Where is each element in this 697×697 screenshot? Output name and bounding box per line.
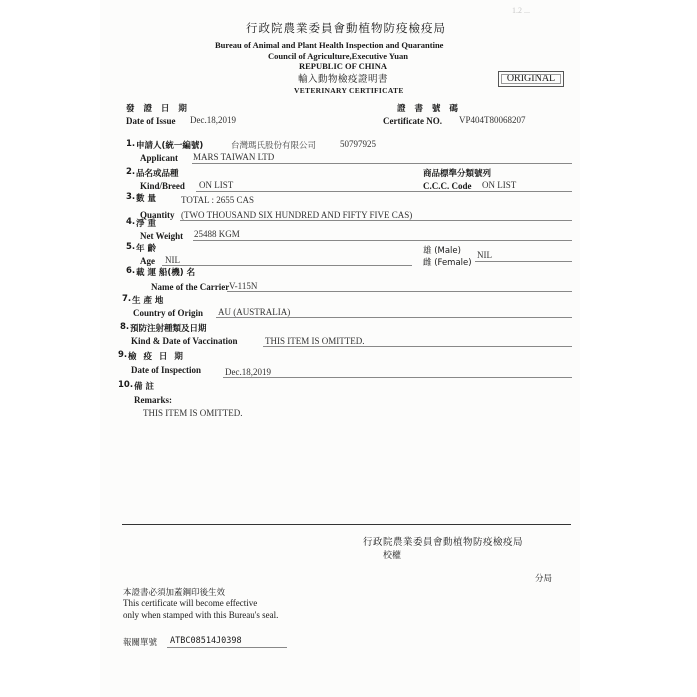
- net-weight-value: 25488 KGM: [194, 229, 240, 239]
- field-number-9: 9.: [118, 350, 128, 360]
- vaccination-value: THIS ITEM IS OMITTED.: [265, 336, 365, 346]
- inspection-value: Dec.18,2019: [225, 367, 271, 377]
- date-of-issue-value: Dec.18,2019: [190, 115, 236, 125]
- kind-value: ON LIST: [199, 180, 234, 190]
- vaccination-label: Kind & Date of Vaccination: [131, 336, 238, 346]
- age-value: NIL: [165, 255, 180, 265]
- field-number-8: 8.: [120, 322, 130, 332]
- certificate-title-zh: 輸入動物檢疫證明書: [298, 74, 389, 85]
- ccc-code-label-zh: 商品標準分類號列: [423, 169, 492, 179]
- field-number-5: 5.: [126, 242, 136, 252]
- male-label: 雄 (Male): [423, 246, 461, 256]
- footer-authority: 校權: [383, 551, 402, 561]
- origin-label: Country of Origin: [133, 308, 204, 318]
- inspection-label-zh: 檢 疫 日 期: [128, 352, 185, 362]
- applicant-value: MARS TAIWAN LTD: [193, 152, 275, 162]
- vaccination-underline: [263, 346, 572, 347]
- field-number-10: 10.: [118, 380, 134, 390]
- applicant-label: Applicant: [140, 153, 179, 163]
- remarks-label-zh: 備 註: [134, 382, 154, 392]
- certificate-no-label-zh: 證 書 號 碼: [397, 104, 461, 114]
- customs-number-label: 報關單號: [123, 638, 158, 648]
- quantity-label: Quantity: [140, 210, 175, 220]
- quantity-label-zh: 數 量: [136, 194, 156, 204]
- quantity-words-value: (TWO THOUSAND SIX HUNDRED AND FIFTY FIVE CAS): [181, 210, 413, 220]
- origin-underline: [216, 317, 572, 318]
- origin-value: AU (AUSTRALIA): [218, 307, 291, 317]
- bureau-title-zh: 行政院農業委員會動植物防疫檢疫局: [246, 21, 446, 35]
- kind-label-zh: 品名或品種: [136, 169, 179, 179]
- weight-label-zh: 淨 重: [136, 219, 156, 229]
- net-weight-underline: [193, 240, 572, 241]
- applicant-underline: [192, 163, 572, 164]
- country-name: REPUBLIC OF CHINA: [299, 61, 387, 71]
- seal-note-en-1: This certificate will become effective: [123, 598, 258, 608]
- kind-label: Kind/Breed: [140, 181, 185, 191]
- ccc-code-label: C.C.C. Code: [423, 181, 472, 191]
- quantity-total-value: TOTAL : 2655 CAS: [181, 195, 255, 205]
- remarks-label: Remarks:: [134, 395, 172, 405]
- age-underline: [162, 265, 412, 266]
- applicant-value-zh: 台灣瑪氏股份有限公司: [231, 141, 317, 151]
- certificate-no-value: VP404T80068207: [459, 115, 526, 125]
- carrier-value: V-115N: [229, 281, 258, 291]
- signature-rule: [122, 524, 571, 525]
- carrier-underline: [227, 291, 572, 292]
- original-stamp: ORIGINAL: [498, 71, 564, 87]
- net-weight-label: Net Weight: [140, 231, 184, 241]
- vaccination-label-zh: 預防注射種類及日期: [130, 324, 207, 334]
- field-number-6: 6.: [126, 266, 136, 276]
- inspection-underline: [223, 377, 572, 378]
- age-label-zh: 年 齡: [136, 244, 156, 254]
- remarks-value: THIS ITEM IS OMITTED.: [143, 408, 243, 418]
- customs-number-value: ATBC08514J0398: [170, 636, 242, 646]
- applicant-label-zh: 申請人(統一編號): [136, 141, 204, 151]
- sex-underline: [475, 261, 572, 262]
- quantity-underline: [180, 220, 572, 221]
- applicant-id-value: 50797925: [340, 139, 376, 149]
- footer-bureau-zh: 行政院農業委員會動植物防疫檢疫局: [363, 537, 524, 548]
- kind-underline: [196, 191, 572, 192]
- date-of-issue-label: Date of Issue: [126, 116, 176, 126]
- inspection-label: Date of Inspection: [131, 365, 201, 375]
- age-label: Age: [140, 256, 155, 266]
- ccc-code-value: ON LIST: [482, 180, 517, 190]
- customs-underline: [167, 647, 287, 648]
- bureau-title-en: Bureau of Animal and Plant Health Inspection and Quarantine: [215, 40, 444, 50]
- certificate-no-label: Certificate NO.: [383, 116, 442, 126]
- certificate-title-en: VETERINARY CERTIFICATE: [294, 86, 404, 95]
- field-number-3: 3.: [126, 192, 136, 202]
- seal-note-zh: 本證書必須加蓋鋼印後生效: [123, 588, 226, 598]
- corner-note: 1.2 ...: [512, 6, 530, 15]
- field-number-4: 4.: [126, 217, 136, 227]
- carrier-label: Name of the Carrier: [151, 282, 230, 292]
- seal-note-en-2: only when stamped with this Bureau's seal.: [123, 610, 279, 620]
- date-of-issue-label-zh: 發 證 日 期: [126, 104, 190, 114]
- field-number-7: 7.: [122, 294, 132, 304]
- footer-branch: 分局: [535, 574, 553, 584]
- origin-label-zh: 生 產 地: [132, 296, 164, 306]
- field-number-2: 2.: [126, 167, 136, 177]
- carrier-label-zh: 載 運 船(機) 名: [136, 268, 196, 278]
- female-label: 雌 (Female): [423, 258, 472, 268]
- sex-value: NIL: [477, 250, 492, 260]
- field-number-1: 1.: [126, 139, 136, 149]
- council-name: Council of Agriculture,Executive Yuan: [268, 51, 408, 61]
